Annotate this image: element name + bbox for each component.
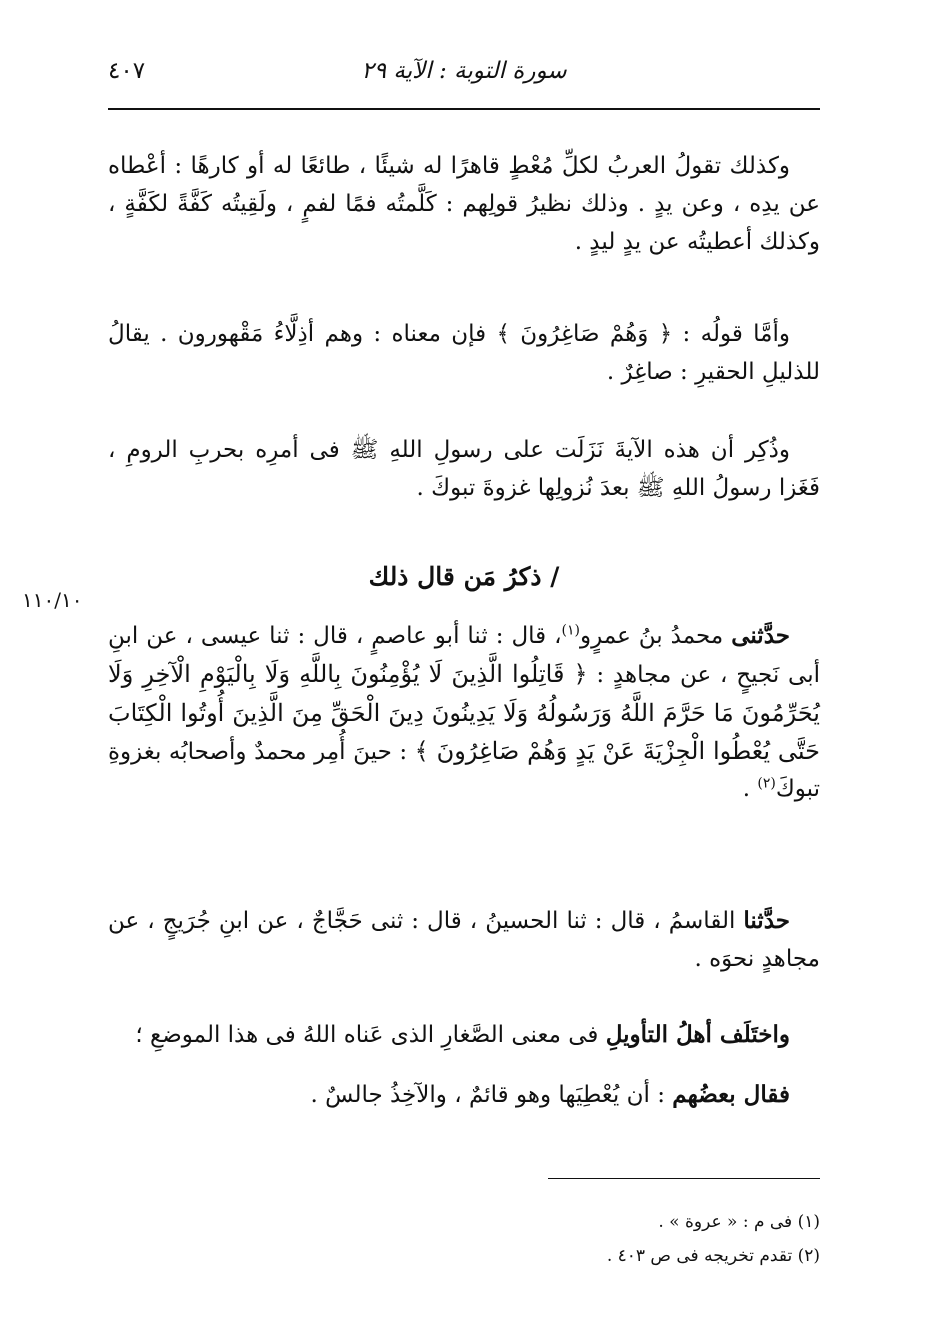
section-heading: / ذكرُ مَن قال ذلك	[368, 562, 560, 591]
first-view-body: : أن يُعْطِيَها وهو قائمٌ ، والآخِذُ جالسٌ .	[310, 1082, 673, 1108]
paragraph-disagreement-text	[108, 1016, 820, 1055]
paragraph-2	[108, 316, 820, 392]
hadith-2-text	[108, 902, 820, 979]
footnote-2-marker[interactable]: (٢)	[757, 775, 776, 792]
paragraph-first-view	[108, 1076, 820, 1115]
hadith-1-after: : حينَ أُمِر محمدٌ وأصحابُه بغزوةِ تبوكَ	[108, 739, 820, 803]
paragraph-1	[108, 148, 820, 262]
hadith-1-text	[108, 618, 820, 808]
paragraph-1-text: وكذلك تقولُ العربُ لكلِّ مُعْطٍ قاهرًا له شيئًا ، طائعًا له أو كارهًا : أعْطاه عن يدِه ، وعن يدٍ . وذلك نظيرُ قولِهم : كَلَّمتُه فمًا لفمٍ ، ولَقِيتُه كَفَّةً لكَفَّةٍ ، وكذلك أعطيتُه عن يدٍ ليدٍ .	[108, 153, 820, 255]
header-rule	[108, 108, 820, 110]
hadith-1	[108, 618, 820, 808]
paragraph-3-text: وذُكِر أن هذه الآيةَ نَزَلَت على رسولِ اللهِ ﷺ فى أمرِه بحربِ الرومِ ، فَغَزا رسولُ اللهِ ﷺ بعدَ نُزولِها غزوةَ تبوكَ .	[108, 437, 820, 501]
hadith-1-end: .	[742, 776, 758, 803]
hadith-1-narrator: محمدُ بنُ عمرٍو	[580, 623, 724, 649]
hadith-2-body: القاسمُ ، قال : ثنا الحسينُ ، قال : ثنى حَجَّاجٌ ، عن ابنِ جُرَيجٍ ، عن مجاهدٍ نحوَه .	[108, 908, 820, 972]
footnote-rule	[548, 1178, 820, 1179]
hadith-2	[108, 902, 820, 979]
hadith-2-lead: حدَّثنا	[743, 907, 790, 934]
paragraph-2-text: وأمَّا قولُه : ﴿ وَهُمْ صَاغِرُونَ ﴾ فإن معناه : وهم أذِلَّاءُ مَقْهورون . يقالُ للذليلِ الحقيرِ : صاغِرٌ .	[108, 321, 820, 385]
quran-verse: ﴿ قَاتِلُوا الَّذِينَ لَا يُؤْمِنُونَ بِاللَّهِ وَلَا بِالْيَوْمِ الْآخِرِ وَلَا يُحَرِّمُونَ مَا حَرَّمَ اللَّهُ وَرَسُولُهُ وَلَا يَدِينُونَ دِينَ الْحَقِّ مِنَ الَّذِينَ أُوتُوا الْكِتَابَ حَتَّى يُعْطُوا الْجِزْيَةَ عَنْ يَدٍ وَهُمْ صَاغِرُونَ ﴾	[108, 659, 820, 766]
footnote-2: (٢) تقدم تخريجه فى ص ٤٠٣ .	[606, 1246, 820, 1266]
disagreement-body: فى معنى الصَّغارِ الذى عَناه اللهُ فى هذا الموضعِ ؛	[135, 1022, 606, 1048]
first-view-lead: فقال بعضُهم	[672, 1081, 790, 1108]
paragraph-first-view-text	[108, 1076, 820, 1115]
running-title: سورة التوبة : الآية ٢٩	[361, 58, 567, 84]
paragraph-3	[108, 432, 820, 508]
hadith-1-lead: حدَّثنى	[731, 622, 790, 649]
page-header	[108, 52, 820, 98]
paragraph-disagreement	[108, 1016, 820, 1055]
page-number: ٤٠٧	[108, 58, 146, 84]
footnote-1: (١) فى م : « عروة » .	[658, 1212, 820, 1232]
hadith-1-chain: ، قال : ثنا أبو عاصمٍ ، قال : ثنا عيسى ، عن ابنِ أبى نَجيحٍ ، عن مجاهدٍ :	[108, 623, 820, 688]
margin-reference: ١١٠/١٠	[22, 588, 83, 612]
disagreement-lead: واختَلَف أهلُ التأويلِ	[605, 1021, 790, 1048]
footnote-1-marker[interactable]: (١)	[561, 622, 581, 639]
